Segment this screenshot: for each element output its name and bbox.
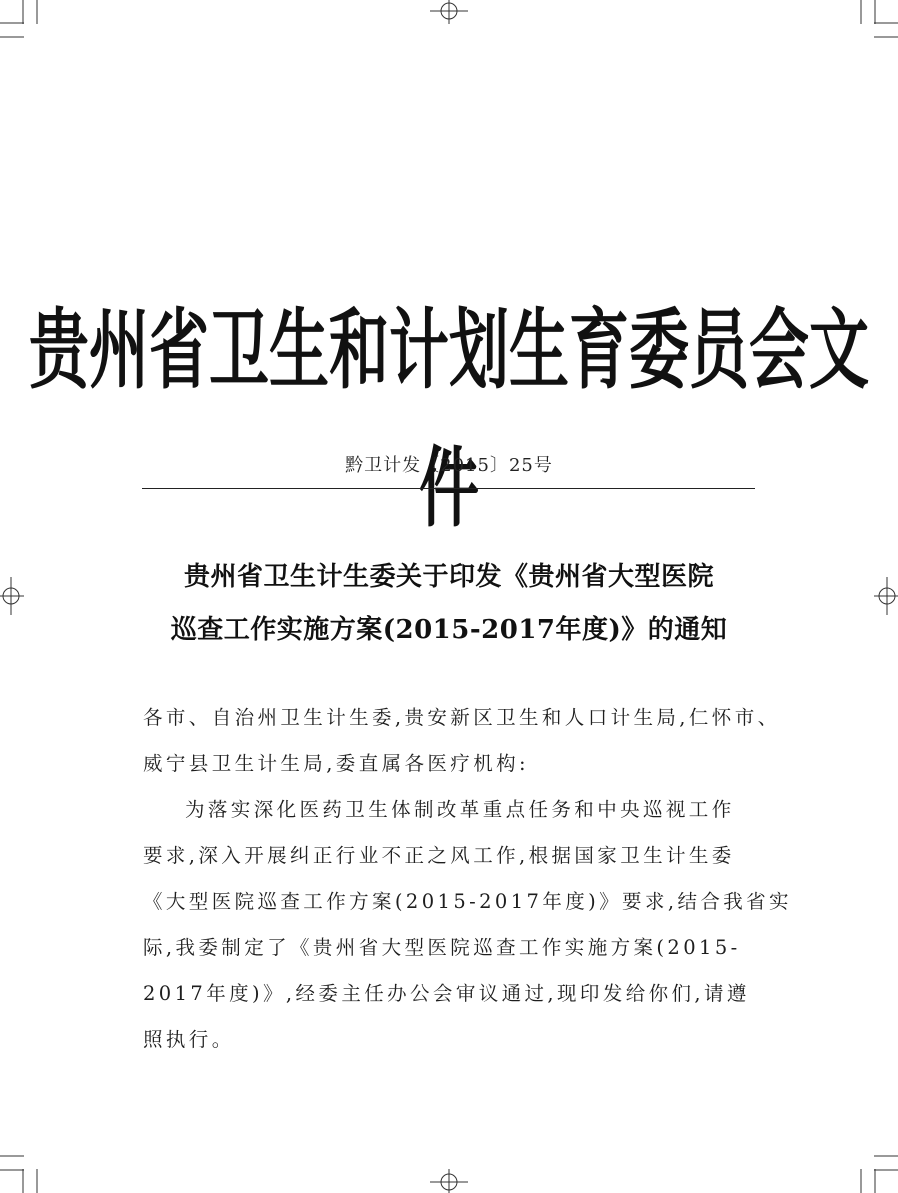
addressee-line: 各市、自治州卫生计生委,贵安新区卫生和人口计生局,仁怀市、: [143, 706, 781, 729]
paragraph-line: 际,我委制定了《贵州省大型医院巡查工作实施方案(2015-: [143, 936, 741, 959]
notice-title-line-2: 巡查工作实施方案(2015-2017年度)》的通知: [170, 615, 728, 645]
addressee-line: 威宁县卫生计生局,委直属各医疗机构:: [143, 752, 529, 775]
paragraph-line: 要求,深入开展纠正行业不正之风工作,根据国家卫生计生委: [143, 844, 735, 867]
document-number: 黔卫计发〔2015〕25号: [345, 455, 553, 476]
paragraph-line: 《大型医院巡查工作方案(2015-2017年度)》要求,结合我省实: [143, 890, 792, 913]
body-paragraph: [143, 787, 792, 1063]
paragraph-line: 照执行。: [143, 1028, 235, 1051]
paragraph-line: 为落实深化医药卫生体制改革重点任务和中央巡视工作: [185, 798, 735, 821]
notice-title-line-1: 贵州省卫生计生委关于印发《贵州省大型医院: [183, 562, 714, 592]
issuer-header-title: 贵州省卫生和计划生育委员会文件: [29, 300, 869, 540]
paragraph-line: 2017年度)》,经委主任办公会审议通过,现印发给你们,请遵: [143, 982, 750, 1005]
addressee: [143, 695, 781, 787]
header-divider: [142, 488, 755, 489]
